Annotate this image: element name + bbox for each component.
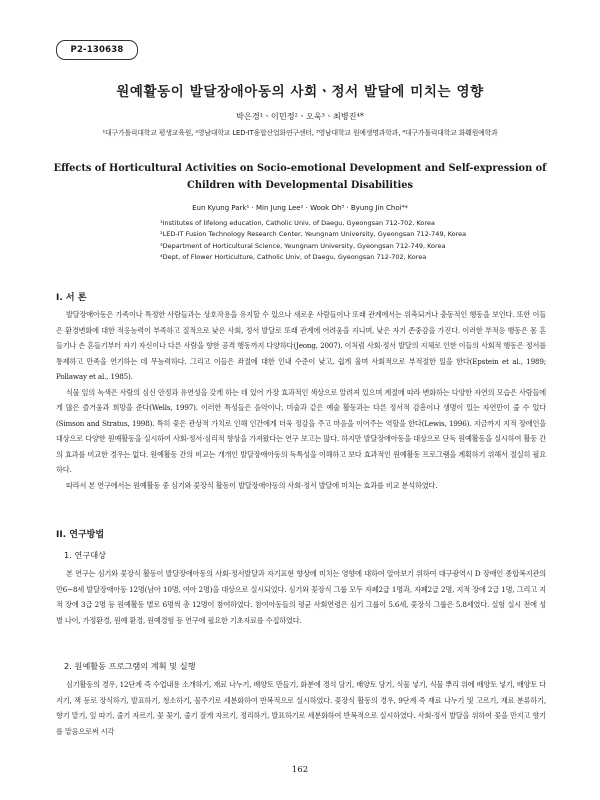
authors-korean: 박은경¹ㆍ이민정²ㆍ오욱³ㆍ최병진⁴* bbox=[236, 111, 364, 121]
page-number: 162 bbox=[291, 765, 309, 775]
subjects-paragraph: 본 연구는 심기와 꽃장식 활동이 발달장애아동의 사회·정서발달과 자기표현 향상에 미치는 영향에 대하여 알아보기 위하여 대구광역시 D 장애인 종합복지관의 만6~8세 발달장애아동 12명(남아 10명, 여아 2명)을 대상으로 실시되었다. 심기와 꽃장식 그룹 모두 자폐2급 1명과, 자폐2급 2명, 지적 장애 2급 1명, 그리고 지적 장애 3급 2명 등 원예활동 별로 6명씩 총 12명이 참여하였다. 참여아동들의 평균 사회연령은 심기 그룹이 5.6세, 꽃장식 그룹은 5.8세였다. 실험 실시 전에 성별 나이, 가정환경, 원예 환경, 원예경험 등 연구에 필요한 기초자료를 수집하였다. bbox=[56, 569, 546, 625]
section-heading-methods: II. 연구방법 bbox=[56, 530, 105, 540]
introduction-body bbox=[56, 307, 546, 493]
introduction-paragraph-1: 발달장애아동은 가족이나 특정한 사람들과는 상호작용을 유지할 수 있으나 새로운 사람들이나 또래 관계에서는 위축되거나 충동적인 행동을 보인다. 또한 이들은 환경변화에 대한 적응능력이 부족하고 질적으로 낮은 사회, 정서 발달로 또래 관계에 어려움을 지니며, 낮은 자기 존중감을 가진다. 이러한 부적응 행동은 몸 흔들기나 손 흔들기부터 자기 자신이나 다른 사람을 향한 공격 행동까지 다양하다(Jeong, 2007). 이처럼 사회·정서 발달의 지체로 인한 이들의 사회적 행동은 정서를 통제하고 만족을 연기하는 데 무능력하다. 그리고 이들은 좌절에 대한 인내 수준이 낮고, 쉽게 울며 사회적으로 부적절한 일을 한다(Epstein et al., 1989; Pollaway et al., 1985). bbox=[56, 310, 546, 381]
program-body bbox=[56, 677, 546, 739]
subjects-body bbox=[56, 566, 546, 628]
affiliation-3: ³Department of Horticultural Science, Yeungnam University, Gyeongsan 712-749, Korea bbox=[160, 241, 446, 250]
program-paragraph: 심기활동의 경우, 12단계 즉 수업내용 소개하기, 재료 나누기, 배양토 만들기, 화분에 경석 담기, 배양토 담기, 식물 넣기, 식물 뿌리 위에 배양토 넣기, 배양토 다지기, 잭 등로 장식하기, 발표하기, 청소하기, 물주기로 세분화하여 반복적으로 실시하였다. 꽃장식 활동의 경우, 9단계 즉 재료 나누기 및 고르기, 재료 분류하기, 향기 맡기, 잎 따기, 줄기 자르기, 꽃 꽂기, 줄기 잘게 자르기, 정리하기, 발표하기로 세분화하여 반복적으로 실시하였다. 사회·정서 발달을 위하여 꽃을 만지고 향기를 맡음으로써 시각 bbox=[56, 680, 546, 736]
affiliation-4: ⁴Dept, of Flower Horticulture, Catholic Univ, of Daegu, Gyeongsan 712-702, Korea bbox=[160, 253, 427, 262]
paper-id-badge: P2-130638 bbox=[56, 40, 138, 60]
subsection-heading-program: 2. 원예활동 프로그램의 계획 및 실행 bbox=[64, 661, 196, 671]
affiliations-korean: ¹대구가톨릭대학교 평생교육원, ²영남대학교 LED-IT융합산업화연구센터, ³영남대학교 원예생명과학과, ⁴대구가톨릭대학교 화훼원예학과 bbox=[102, 129, 498, 137]
affiliations-english bbox=[160, 218, 480, 264]
authors-english: Eun Kyung Park¹ · Min Jung Lee² · Wook Oh³ · Byung Jin Choi⁴* bbox=[192, 204, 408, 212]
affiliation-1: ¹Institutes of lifelong education, Catholic Univ, of Daegu, Gyeongsan 712-702, Korea bbox=[160, 219, 435, 227]
title-english bbox=[50, 160, 550, 194]
subsection-heading-subjects: 1. 연구대상 bbox=[64, 550, 107, 560]
introduction-paragraph-2: 식물 잎의 녹색은 사람의 심신 안정과 유연성을 갖게 하는 데 있어 가장 효과적인 색상으로 알려져 있으며 계절에 따라 변화하는 다양한 자연의 모습은 사람들에게 많은 즐거움과 희망을 준다(Wells, 1997). 이러한 특성들은 음악이나, 미술과 같은 예술 활동과는 다른 정서적 감흥이나 생명이 있는 자연만이 줄 수 있다(Simson and Stratus, 1998). 특히 꽃은 관상적 가치로 인해 인간에게 더욱 정감을 주고 마음을 이어주는 역할을 한다(Lewis, 1996). 지금까지 지적 장애인을 대상으로 다양한 원예활동을 실시하여 사회·정서·심리적 향상을 가져왔다는 연구 보고는 많다. 하지만 발달장애아동을 대상으로 단독 원예활동을 실시하여 활동 간의 효과를 비교한 경우는 없다. 원예활동 간의 비교는 개개인 발달장애아동의 독특성을 이해하고 보다 효과적인 원예활동 프로그램을 계획하기 위해서 절실히 필요하다. bbox=[56, 387, 546, 474]
introduction-paragraph-3: 따라서 본 연구에서는 원예활동 중 심기와 꽃장식 활동이 발달장애아동의 사회·정서 발달에 미치는 효과를 비교 분석하였다. bbox=[66, 480, 438, 490]
affiliation-2: ²LED-IT Fusion Technology Research Center, Yeungnam University, Gyeongsan 712-749, Korea bbox=[160, 230, 467, 239]
title-english-line-2: Children with Developmental Disabilities bbox=[187, 180, 413, 191]
title-korean: 원예활동이 발달장애아동의 사회ㆍ정서 발달에 미치는 영향 bbox=[116, 84, 484, 100]
section-heading-introduction: I. 서 론 bbox=[56, 293, 87, 303]
title-english-line-1: Effects of Horticultural Activities on Socio-emotional Development and Self-expression of bbox=[53, 163, 547, 174]
